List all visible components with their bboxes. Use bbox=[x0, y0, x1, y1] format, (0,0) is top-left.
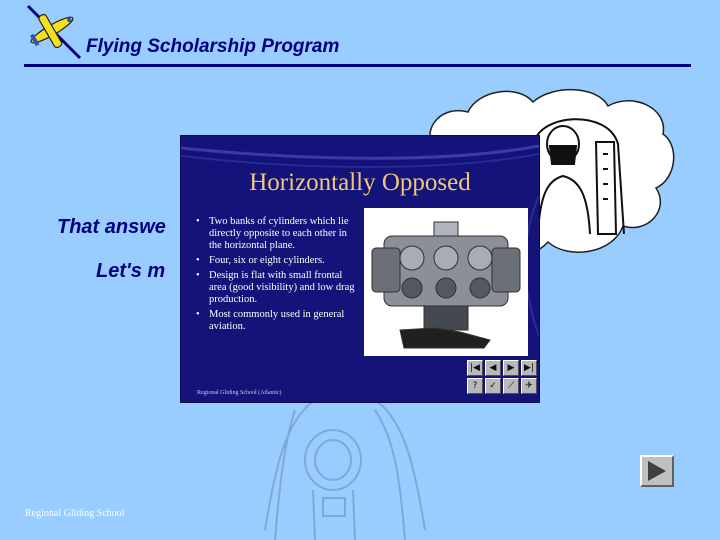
slide-nav-grid bbox=[467, 360, 537, 398]
footer-school-name: Regional Gliding School bbox=[25, 508, 125, 519]
previous-slide-icon[interactable]: ◀ bbox=[485, 360, 501, 376]
last-slide-icon[interactable]: ▶| bbox=[521, 360, 537, 376]
engine-photo bbox=[364, 208, 528, 356]
first-slide-icon[interactable]: |◀ bbox=[467, 360, 483, 376]
slide-bullet: • Two banks of cylinders which lie directly opposite to each other in the horizontal plane. bbox=[196, 216, 356, 252]
help-icon[interactable]: ? bbox=[467, 378, 483, 394]
question-text: That answe bbox=[57, 216, 166, 238]
airplane-slope-icon[interactable]: ⟋ bbox=[503, 378, 519, 394]
slide-title: Horizontally Opposed bbox=[249, 169, 471, 196]
page-title: Flying Scholarship Program bbox=[86, 36, 340, 57]
pilot-sketch-image bbox=[255, 380, 435, 540]
next-slide-icon[interactable]: ▶ bbox=[503, 360, 519, 376]
next-arrow-icon bbox=[646, 460, 668, 482]
next-button[interactable] bbox=[640, 455, 674, 487]
slide-footer: Regional Gliding School (Atlantic) bbox=[197, 390, 282, 396]
check-icon[interactable]: ✓ bbox=[485, 378, 501, 394]
slide-bullet: • Design is flat with small frontal area (good visibility) and low drag production. bbox=[196, 270, 356, 306]
header-divider bbox=[24, 64, 691, 67]
airplane-icon[interactable]: ✈ bbox=[521, 378, 537, 394]
prompt-text: Let's m bbox=[96, 260, 166, 282]
slide-bullet-list bbox=[196, 216, 356, 336]
airplane-logo-icon bbox=[22, 2, 84, 60]
slide-bullet: • Most commonly used in general aviation. bbox=[196, 309, 356, 333]
overlay-slide bbox=[181, 136, 539, 402]
slide-bullet: • Four, six or eight cylinders. bbox=[196, 255, 356, 267]
